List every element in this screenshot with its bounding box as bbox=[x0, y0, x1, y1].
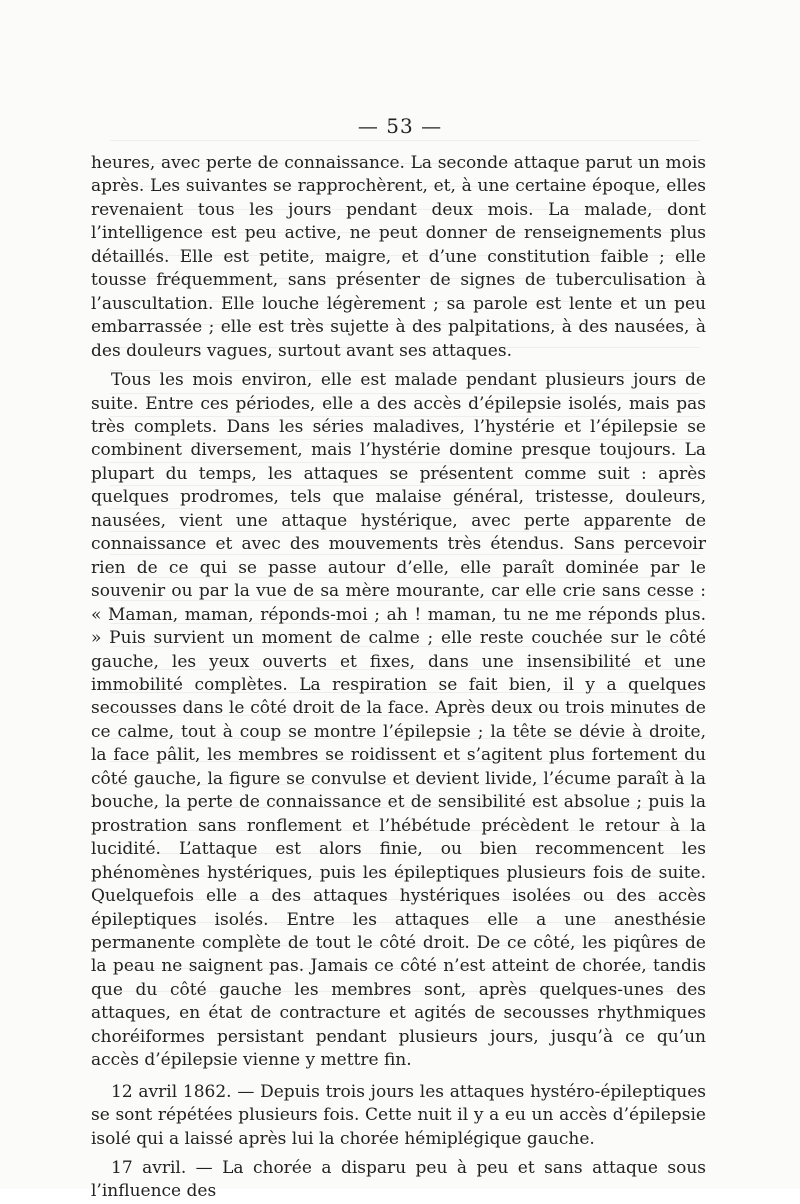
paragraph-description-attacks: Tous les mois environ, elle est malade pendant plusieurs jours de suite. Entre ces périodes, elle a des accès d’épilepsie isolés, mais pas très complets. Dans les séries maladives, l’hystérie et l’épilepsie se combinent diversement, mais l’hystérie domine presque toujours. La plupart du temps, les attaques se présentent comme suit : après quelques prodromes, tels que malaise général, tristesse, douleurs, nausées, vient une attaque hystérique, avec perte apparente de connaissance et avec des mouvements très étendus. Sans percevoir rien de ce qui se passe autour d’elle, elle paraît dominée par le souvenir ou par la vue de sa mère mourante, car elle crie sans cesse : « Maman, maman, réponds-moi ; ah ! maman, tu ne me réponds plus. » Puis survient un moment de calme ; elle reste couchée sur le côté gauche, les yeux ouverts et fixes, dans une insensibilité et une immobilité complètes. La respiration se fait bien, il y a quelques secousses dans le côté droit de la face. Après deux ou trois minutes de ce calme, tout à coup se montre l’épilepsie ; la tête se dévie à droite, la face pâlit, les membres se roidissent et s’agitent plus fortement du côté gauche, la figure se convulse et devient livide, l’écume paraît à la bouche, la perte de connaissance et de sensibilité est absolue ; puis la prostration sans ronflement et l’hébétude précèdent le retour à la lucidité. L’attaque est alors finie, ou bien recommencent les phénomènes hystériques, puis les épileptiques plusieurs fois de suite. Quelquefois elle a des attaques hystériques isolées ou des accès épileptiques isolés. Entre les attaques elle a une anesthésie permanente complète de tout le côté droit. De ce côté, les piqûres de la peau ne saignent pas. Jamais ce côté n’est atteint de chorée, tandis que du côté gauche les membres sont, après quelques-unes des attaques, en état de contracture et agités de secousses rhythmiques choréiformes persistant pendant plusieurs jours, jusqu’à ce qu’un accès d’épilepsie vienne y mettre fin. bbox=[91, 370, 706, 1071]
page-number: — 53 — bbox=[357, 114, 443, 138]
paragraph-entry-12-avril: 12 avril 1862. — Depuis trois jours les attaques hystéro-épileptiques se sont répétées plusieurs fois. Cette nuit il y a eu un accès d’épilepsie isolé qui a laissé après lui la chorée hémiplégique gauche. bbox=[91, 1081, 706, 1149]
paragraph-continuation: heures, avec perte de connaissance. La seconde attaque parut un mois après. Les suivantes se rapprochèrent, et, à une certaine époque, elles revenaient tous les jours pendant deux mois. La malade, dont l’intelligence est peu active, ne peut donner de renseignements plus détaillés. Elle est petite, maigre, et d’une constitution faible ; elle tousse fréquemment, sans présenter de signes de tuberculisation à l’auscultation. Elle louche légèrement ; sa parole est lente et un peu embarrassée ; elle est très sujette à des palpitations, à des nausées, à des douleurs vagues, surtout avant ses attaques. bbox=[91, 153, 706, 361]
paragraph-entry-17-avril: 17 avril. — La chorée a disparu peu à peu et sans attaque sous l’influence des bbox=[91, 1158, 706, 1202]
body-text bbox=[91, 152, 706, 1204]
